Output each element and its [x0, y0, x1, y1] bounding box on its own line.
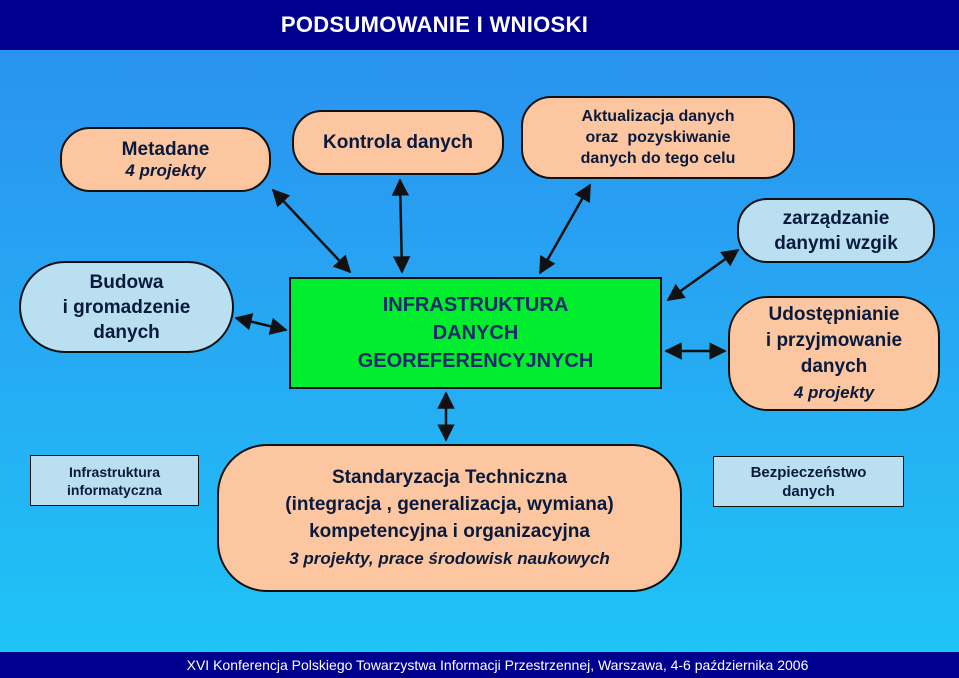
node-aktualizacja-line2: oraz pozyskiwanie [585, 129, 731, 146]
node-zarzadzanie-line1: zarządzanie [782, 207, 890, 229]
node-infrastruktura-informatyczna [30, 455, 199, 506]
node-budowa [19, 261, 234, 353]
node-infra-inf-line1: Infrastruktura [68, 463, 161, 480]
slide-footer-bar [0, 652, 959, 678]
arrow-aktualizacja-center [540, 185, 590, 273]
arrow-metadane-center [273, 190, 350, 272]
node-udostepnianie-line2: i przyjmowanie [765, 329, 903, 351]
node-aktualizacja-line3: danych do tego celu [580, 150, 736, 167]
node-infra-inf-line2: informatyczna [67, 481, 162, 498]
node-udostepnianie-line3: danych [800, 355, 868, 377]
slide-title: PODSUMOWANIE I WNIOSKI [280, 12, 589, 37]
node-budowa-line3: danych [93, 321, 160, 343]
node-zarzadzanie-line2: danymi wzgik [774, 232, 898, 254]
node-udostepnianie [728, 296, 940, 411]
node-aktualizacja-line1: Aktualizacja danych [581, 108, 735, 125]
node-bezpieczenstwo [713, 456, 904, 507]
node-budowa-line2: i gromadzenie [62, 296, 191, 318]
slide-footer-text: XVI Konferencja Polskiego Towarzystwa Informacji Przestrzennej, Warszawa, 4-6 października 2006 [186, 657, 809, 673]
node-udostepnianie-line4: 4 projekty [793, 382, 875, 402]
node-standaryzacja-line2: (integracja , generalizacja, wymiana) [285, 494, 614, 515]
node-budowa-line1: Budowa [89, 271, 164, 293]
arrow-zarzadzanie-center [668, 250, 738, 300]
node-standaryzacja-line1: Standaryzacja Techniczna [331, 467, 568, 488]
node-metadane-line1: Metadane [121, 138, 210, 160]
node-aktualizacja [521, 96, 795, 179]
node-metadane-line2: 4 projekty [125, 160, 206, 180]
arrow-budowa-center [236, 318, 286, 330]
node-standaryzacja [217, 444, 682, 592]
node-center-line3: GEOREFERENCYJNYCH [357, 350, 594, 372]
node-kontrola [292, 110, 504, 175]
node-metadane [60, 127, 271, 192]
node-center-infrastruktura [289, 277, 662, 389]
node-bezpieczenstwo-line2: danych [782, 482, 835, 500]
node-udostepnianie-line1: Udostępnianie [768, 303, 900, 325]
node-kontrola-line1: Kontrola danych [323, 131, 473, 153]
node-standaryzacja-line4: 3 projekty, prace środowisk naukowych [289, 549, 610, 568]
node-bezpieczenstwo-line1: Bezpieczeństwo [750, 463, 867, 481]
node-center-line2: DANYCH [432, 322, 519, 344]
arrow-kontrola-center [400, 180, 402, 272]
node-center-line1: INFRASTRUKTURA [382, 294, 569, 316]
node-standaryzacja-line3: kompetencyjna i organizacyjna [309, 521, 590, 542]
node-zarzadzanie [737, 198, 935, 263]
